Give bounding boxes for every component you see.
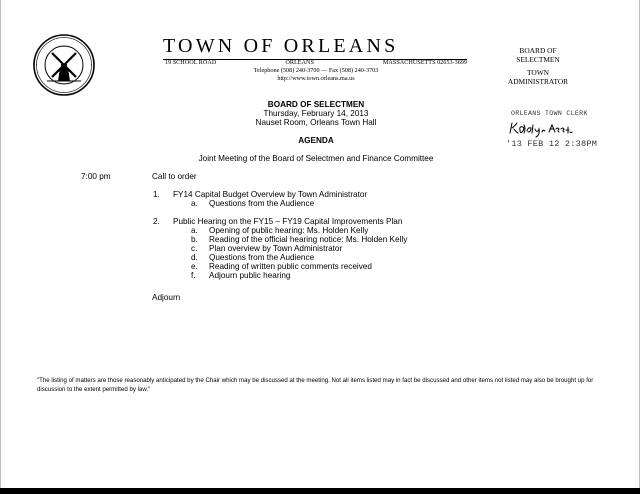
subitem-text: Questions from the Audience [209,199,315,208]
scan-edge-bottom [0,488,640,494]
joint-meeting-line: Joint Meeting of the Board of Selectmen and Finance Committee [198,154,434,163]
subitem-text: Adjourn public hearing [209,271,291,280]
scan-edge-left [0,0,1,494]
subitem-letter: c. [191,244,198,253]
meeting-location: Nauset Room, Orleans Town Hall [255,118,377,127]
town-title: TOWN OF ORLEANS [163,35,399,57]
subitem-text: Opening of public hearing: Ms. Holden Kelly [209,226,369,235]
website-link[interactable]: http://www.town.orleans.ma.us [277,75,355,82]
agenda-item-number: 1. [153,190,160,199]
meeting-date: Thursday, February 14, 2013 [263,109,369,118]
address-street: 19 SCHOOL ROAD [165,59,217,66]
subitem-text: Reading of written public comments received [209,262,372,271]
clerk-stamp-label: ORLEANS TOWN CLERK [511,110,588,117]
agenda-item-title: FY14 Capital Budget Overview by Town Administrator [173,190,368,199]
meeting-time: 7:00 pm [81,172,111,181]
department-name [496,46,580,86]
subitem-text: Plan overview by Town Administrator [209,244,343,253]
footnote-disclaimer: "The listing of matters are those reasonably anticipated by the Chair which may be discussed at the meeting. Not all items listed may in fact be discussed and other items not listed may also be brought up for discussion to the extent permitted by law." [37,377,594,393]
subitem-text: Reading of the official hearing notice: Ms. Holden Kelly [209,235,408,244]
subitem-letter: a. [191,226,198,235]
subitem-letter: e. [191,262,198,271]
clerk-signature [506,117,586,139]
dept-line: TOWN [526,68,550,77]
letterhead-address [165,59,467,66]
phone-fax-line: Telephone (508) 240-3700 — Fax (508) 240-3703 [253,67,379,74]
agenda-title: AGENDA [298,136,334,145]
agenda-item-number: 2. [153,217,160,226]
board-name: BOARD OF SELECTMEN [267,100,365,109]
call-to-order: Call to order [152,172,197,181]
dept-line: ADMINISTRATOR [507,77,569,86]
subitem-letter: d. [191,253,198,262]
address-town: ORLEANS [285,59,314,66]
address-state: MASSACHUSETTS 02653-3699 [382,59,467,66]
subitem-text: Questions from the Audience [209,253,315,262]
received-date-stamp: '13 FEB 12 2:38PM [506,139,598,149]
subitem-letter: a. [191,199,198,208]
dept-line: SELECTMEN [516,55,560,64]
dept-line: BOARD OF [519,46,557,55]
town-seal-logo [33,34,95,96]
agenda-item-title: Public Hearing on the FY15 – FY19 Capital Improvements Plan [173,217,403,226]
subitem-letter: b. [191,235,198,244]
subitem-letter: f. [191,271,196,280]
adjourn: Adjourn [152,293,181,302]
